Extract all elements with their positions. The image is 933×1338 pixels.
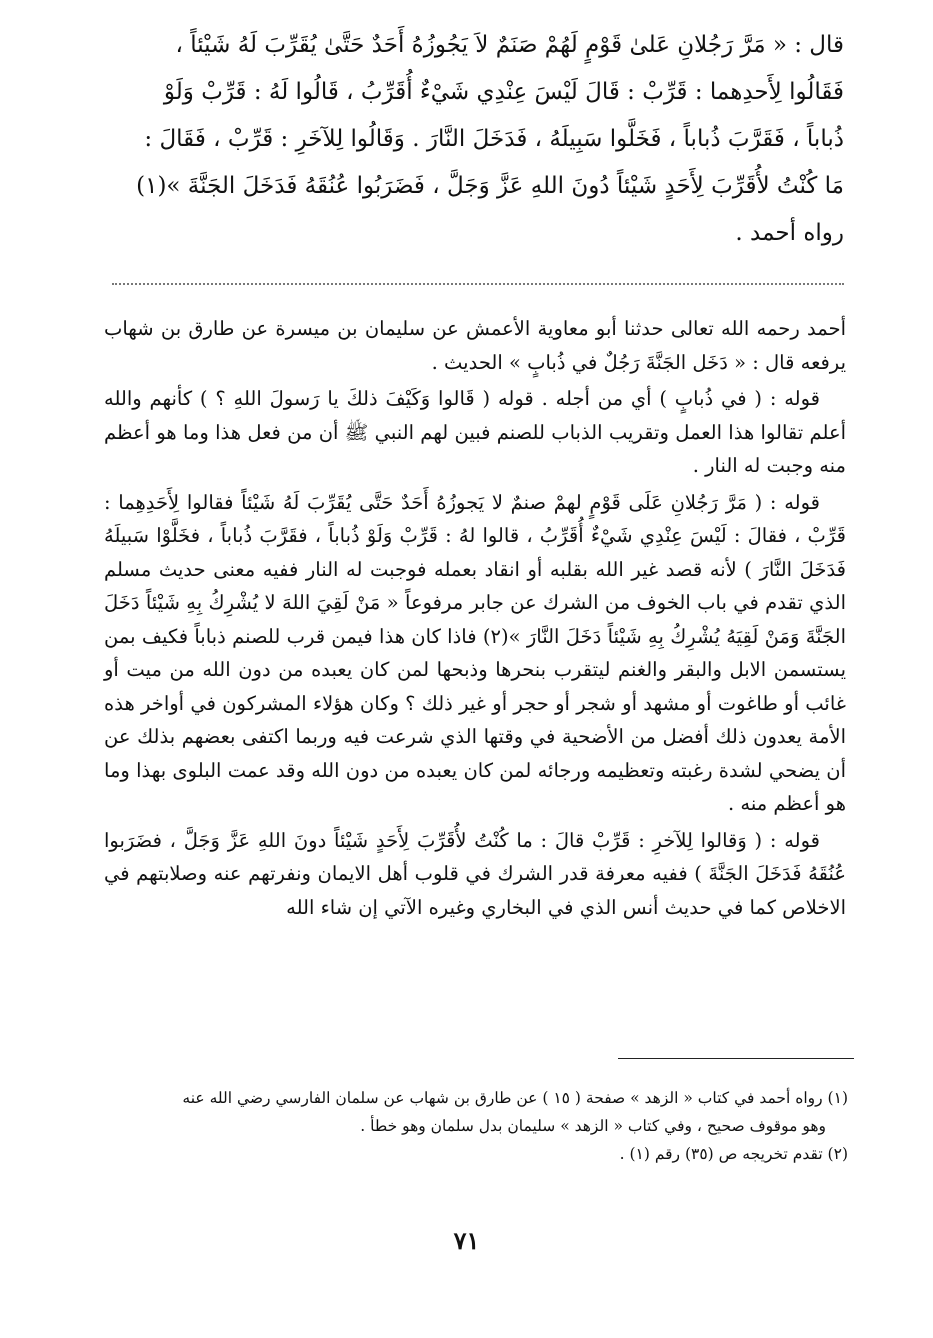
hadith-text-block [112,22,844,257]
footnote-rule [618,1058,854,1059]
commentary-paragraph: أحمد رحمه الله تعالى حدثنا أبو معاوية الأعمش عن سليمان بن ميسرة عن طارق بن شهاب يرفعه قال : « دَخَل الجَنَّةَ رَجُلٌ في ذُبابٍ » الحديث . [104,317,846,374]
commentary-text-block [104,312,846,927]
footnote-1: (١) رواه أحمد في كتاب « الزهد » صفحة ( ١٥ ) عن طارق بن شهاب عن سلمان الفارسي رضي الله عنه [182,1089,848,1107]
hadith-line: مَا كُنْتُ لأُقَرِّبَ لِأَحَدٍ شَيْئاً دُونَ اللهِ عَزَّ وَجَلَّ ، فَضَرَبُوا عُنُقَهُ فَدَخَلَ الجَنَّةَ »(١) [136,173,844,199]
hadith-line: ذُباباً ، فَقَرَّبَ ذُباباً ، فَخَلَّوا سَبِيلَهُ ، فَدَخَلَ النَّارَ . وَقَالُوا لِلآخَرِ : قَرِّبْ ، فَقَالَ : [144,126,844,152]
hadith-line: رواه أحمد . [735,220,844,246]
dotted-separator [112,283,844,285]
hadith-line: قال : « مَرَّ رَجُلانِ عَلىٰ قَوْمٍ لَهُمْ صَنَمٌ لاَ يَجُوزُهُ أَحَدٌ حَتَّىٰ يُقَرِّبَ لَهُ شَيْئاً ، [175,32,844,58]
page-number: ٧١ [453,1226,480,1255]
hadith-line: فَقَالُوا لِأَحدِهما : قَرِّبْ : قَالَ لَيْسَ عِنْدِي شَيْءٌ أُقَرِّبُ ، قَالُوا لَهُ : قَرِّبْ وَلَوْ [163,79,844,105]
commentary-paragraph: قوله : ( وَقالوا لِلآخرِ : قَرِّبْ قالَ : ما كُنْتُ لأُقَرِّبَ لِأَحَدٍ شَيْئاً دونَ اللهِ عَزَّ وَجَلَّ ، فضَرَبوا عُنُقَهُ فَدَخَلَ الجَنَّةَ ) ففيه معرفة قدر الشرك في قلوب أهل الايمان ونفرتهم عنه وصلابتهم في الاخلاص كما في حديث أنس الذي في البخاري وغيره الآتي إن شاء الله [104,828,846,919]
footnotes-block [110,1084,848,1168]
commentary-paragraph: قوله : ( مَرَّ رَجُلانِ عَلَى قَوْمٍ لهمْ صنمٌ لا يَجوزُهُ أَحَدٌ حَتَّى يُقَرِّبَ لَهُ شَيْئاً فقالوا لِأَحَدِهِما : قَرِّبْ ، فقالَ : لَيْسَ عِنْدِي شَيْءٌ أُقَرِّبُ ، قالوا لهُ : قَرِّبْ وَلَوْ ذُباباً ، فقَرَّبَ ذُباباً ، فخَلَّوْا سَبيلَهُ فَدَخَلَ النَّارَ ) لأنه قصد غير الله بقلبه أو انقاد بعمله فوجبت له النار ففيه معنى حديث مسلم الذي تقدم في باب الخوف من الشرك عن جابر مرفوعاً « مَنْ لَقِيَ اللهَ لا يُشْرِكُ بِهِ شَيْئاً دَخَلَ الجَنَّةَ وَمَنْ لَقِيَهُ يُشْرِكُ بِهِ شَيْئاً دَخَلَ النَّارَ »(٢) فاذا كان هذا فيمن قرب للصنم ذباباً فكيف بمن يستسمن الابل والبقر والغنم ليتقرب بنحرها وذبحها لمن كان يعبده من دون الله من ميت أو غائب أو طاغوت أو مشهد أو شجر أو حجر أو غير ذلك ؟ وكان هؤلاء المشركون في أواخر هذه الأمة يعدون ذلك أفضل من الأضحية في وقتها الذي شرعت فيه وربما اكتفى بعضهم بذلك عن أن يضحي لشدة رغبته وتعظيمه ورجائه لمن كان يعبده من دون الله وقد عمت البلوى بهذا وما هو أعظم منه . [104,490,846,815]
commentary-paragraph: قوله : ( في ذُبابٍ ) أي من أجله . قوله ( قَالوا وَكَيْفَ ذلكَ يا رَسولَ اللهِ ؟ ) كأنهم والله أعلم تقالوا هذا العمل وتقريب الذباب للصنم فبين لهم النبي ﷺ أن من فعل هذا وما هو أعظم منه وجبت له النار . [104,387,846,477]
footnote-2: (٢) تقدم تخريجه ص (٣٥) رقم (١) . [619,1145,848,1163]
footnote-1-continuation: وهو موقوف صحيح ، وفي كتاب « الزهد » سليمان بدل سلمان وهو خطأ . [360,1117,826,1135]
